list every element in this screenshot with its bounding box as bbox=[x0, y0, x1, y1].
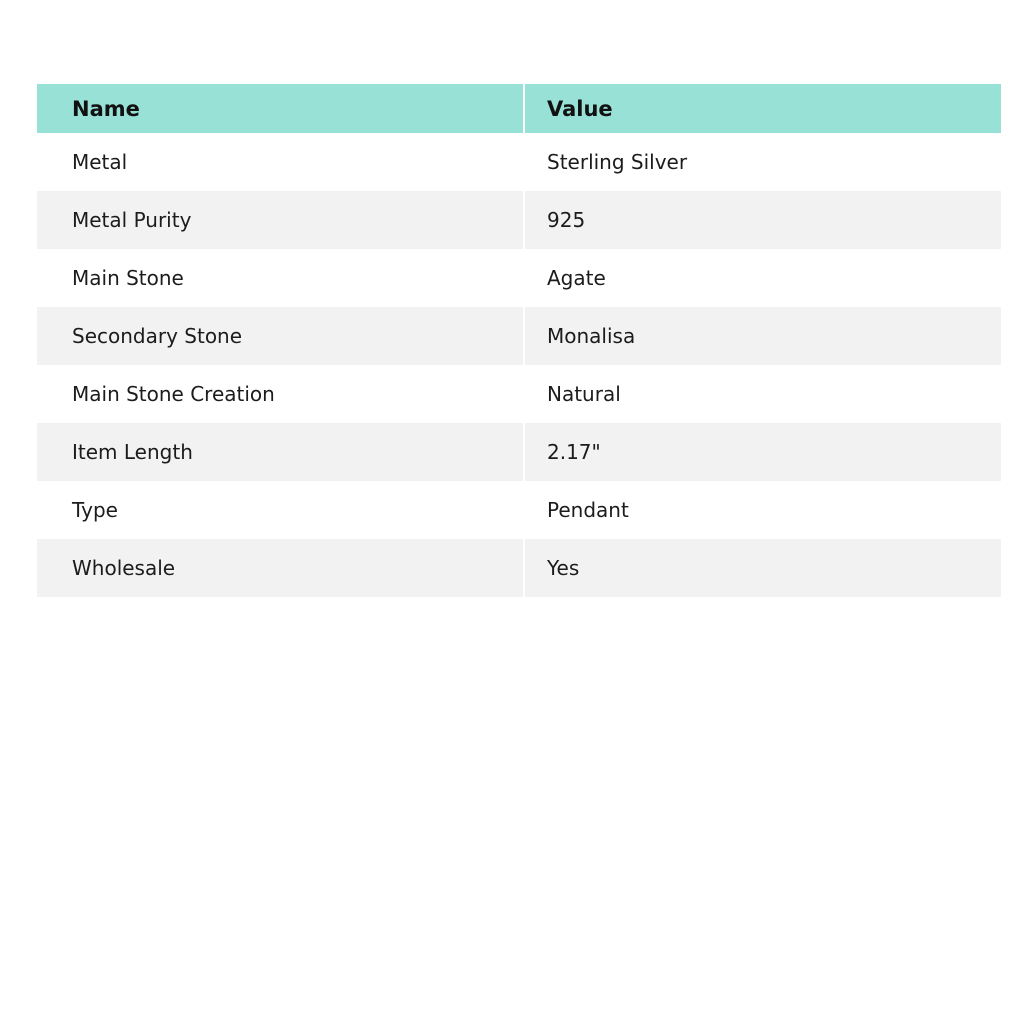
attribute-value-cell: Pendant bbox=[523, 481, 1001, 539]
attribute-value-cell: Natural bbox=[523, 365, 1001, 423]
table-row bbox=[37, 481, 1001, 539]
table-header-row bbox=[37, 84, 1001, 133]
attribute-name-cell: Main Stone bbox=[37, 249, 523, 307]
attribute-name-cell: Wholesale bbox=[37, 539, 523, 597]
attribute-name-cell: Secondary Stone bbox=[37, 307, 523, 365]
attribute-name-cell: Type bbox=[37, 481, 523, 539]
table-body bbox=[37, 133, 1001, 597]
column-header-name: Name bbox=[37, 84, 523, 133]
table-row bbox=[37, 365, 1001, 423]
attribute-name-cell: Metal Purity bbox=[37, 191, 523, 249]
attribute-value-cell: Monalisa bbox=[523, 307, 1001, 365]
table-row bbox=[37, 191, 1001, 249]
attribute-value-cell: 2.17" bbox=[523, 423, 1001, 481]
column-header-value: Value bbox=[523, 84, 1001, 133]
attribute-value-cell: Yes bbox=[523, 539, 1001, 597]
attribute-name-cell: Main Stone Creation bbox=[37, 365, 523, 423]
attribute-value-cell: Sterling Silver bbox=[523, 133, 1001, 191]
table-row bbox=[37, 307, 1001, 365]
product-attributes-table bbox=[37, 84, 1001, 597]
attribute-value-cell: Agate bbox=[523, 249, 1001, 307]
attribute-name-cell: Item Length bbox=[37, 423, 523, 481]
table-row bbox=[37, 249, 1001, 307]
table-row bbox=[37, 423, 1001, 481]
table-row bbox=[37, 133, 1001, 191]
attribute-name-cell: Metal bbox=[37, 133, 523, 191]
attribute-value-cell: 925 bbox=[523, 191, 1001, 249]
table-row bbox=[37, 539, 1001, 597]
